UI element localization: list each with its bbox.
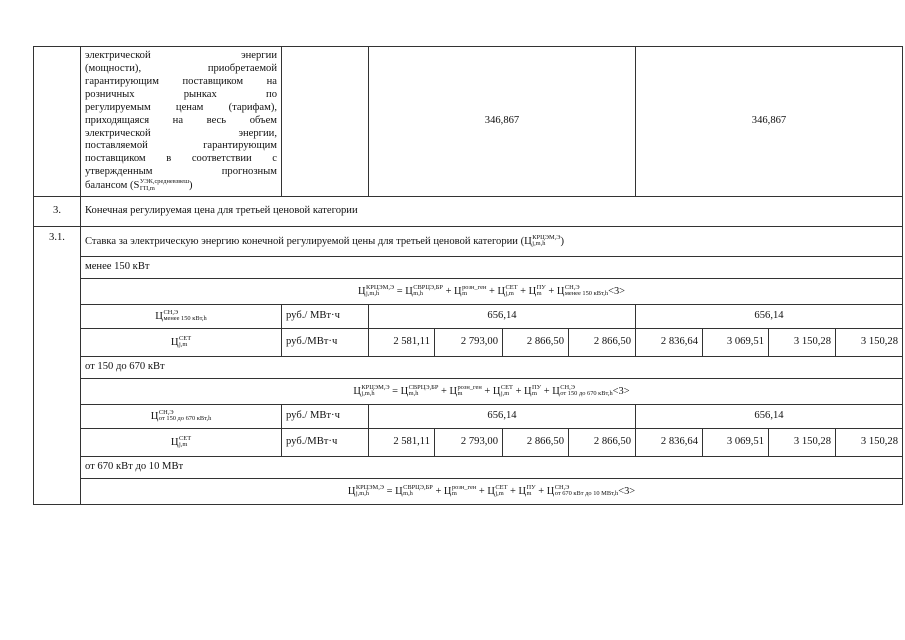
- formula: Ц КРЦЭМ,Э j,m,h = Ц СВРЦЭ,БР m,h + Ц розн_ген m + Ц СЕТ j,m + Ц ПУ m + Ц СН,Э от 150 до 670 кВт,h <3>: [81, 378, 903, 404]
- row-number-cell: [34, 47, 81, 197]
- formula-row: [34, 378, 903, 404]
- set-label: Ц СЕТ j,m: [81, 328, 282, 356]
- row-3-1-text: [81, 226, 903, 256]
- set-value: 3 150,28: [769, 328, 836, 356]
- row-3-text: Конечная регулируемая цена для третьей ценовой категории: [81, 196, 903, 226]
- set-row: [34, 428, 903, 456]
- formula: Ц КРЦЭМ,Э j,m,h = Ц СВРЦЭ,БР m,h + Ц розн_ген m + Ц СЕТ j,m + Ц ПУ m + Ц СН,Э менее 150 кВт,h <3>: [81, 278, 903, 304]
- sn-label: Ц СН,Э от 150 до 670 кВт,h: [81, 404, 282, 428]
- set-value: 2 836,64: [636, 428, 703, 456]
- sn-row: [34, 404, 903, 428]
- tariff-table: [33, 46, 903, 505]
- unit-cell: [282, 47, 369, 197]
- unit: руб./ МВт·ч: [282, 304, 369, 328]
- desc-end: ): [189, 180, 193, 192]
- set-value: 2 866,50: [569, 428, 636, 456]
- row-3: [34, 196, 903, 226]
- unit: руб./МВт·ч: [282, 428, 369, 456]
- sn-value-1: 656,14: [369, 304, 636, 328]
- set-value: 3 150,28: [836, 428, 903, 456]
- set-value: 2 836,64: [636, 328, 703, 356]
- row-3-1-scripts: [532, 235, 560, 248]
- formula: Ц КРЦЭМ,Э j,m,h = Ц СВРЦЭ,БР m,h + Ц розн_ген m + Ц СЕТ j,m + Ц ПУ m + Ц СН,Э от 670 кВт до 10 МВт,h <3>: [81, 478, 903, 504]
- set-label: Ц СЕТ j,m: [81, 428, 282, 456]
- desc-sub: ГП,m: [139, 184, 155, 192]
- unit: руб./МВт·ч: [282, 328, 369, 356]
- row-number: 3.: [34, 196, 81, 226]
- set-value: 2 866,50: [569, 328, 636, 356]
- row-3-1: [34, 226, 903, 256]
- desc-line: розничных рынках по: [85, 88, 277, 100]
- set-value: 3 069,51: [703, 428, 769, 456]
- desc-line: (мощности), приобретаемой: [85, 62, 277, 74]
- row-3-1-end: ): [560, 235, 564, 247]
- row-3-1-label: Ставка за электрическую энергию конечной регулируемой цены для третьей ценовой категории (Ц: [85, 235, 532, 247]
- set-value: 2 793,00: [435, 328, 503, 356]
- set-value: 3 150,28: [836, 328, 903, 356]
- section-title-row: [34, 256, 903, 278]
- desc-sup: УЭК,средневзвеш: [139, 178, 190, 186]
- desc-line: поставщиком в соответствии с: [85, 153, 277, 165]
- desc-line: электрической энергии: [85, 50, 277, 61]
- section-title-row: [34, 356, 903, 378]
- set-value: 2 581,11: [369, 328, 435, 356]
- row-3-1-sub: j,m,h: [532, 240, 546, 247]
- desc-last-text: балансом (S: [85, 180, 140, 192]
- row-number: 3.1.: [34, 226, 81, 504]
- desc-line: электрической энергии,: [85, 127, 277, 139]
- sn-value-1: 656,14: [369, 404, 636, 428]
- sn-value-2: 656,14: [636, 304, 903, 328]
- sn-value-2: 656,14: [636, 404, 903, 428]
- sn-row: [34, 304, 903, 328]
- value-cell-1: 346,867: [369, 47, 636, 197]
- set-value: 3 150,28: [769, 428, 836, 456]
- set-value: 2 866,50: [503, 428, 569, 456]
- desc-line: гарантирующим поставщиком на: [85, 75, 277, 87]
- formula-row: [34, 478, 903, 504]
- set-value: 2 581,11: [369, 428, 435, 456]
- desc-line: регулируемым ценам (тарифам),: [85, 101, 277, 113]
- section-title: менее 150 кВт: [81, 256, 903, 278]
- desc-line: приходящаяся на весь объем: [85, 114, 277, 126]
- formula-row: [34, 278, 903, 304]
- section-title: от 150 до 670 кВт: [81, 356, 903, 378]
- sn-label: Ц СН,Э менее 150 кВт,h: [81, 304, 282, 328]
- set-value: 2 793,00: [435, 428, 503, 456]
- section-title-row: [34, 456, 903, 478]
- set-row: [34, 328, 903, 356]
- desc-symbol-scripts: [140, 179, 189, 192]
- set-value: 3 069,51: [703, 328, 769, 356]
- section-title: от 670 кВт до 10 МВт: [81, 456, 903, 478]
- desc-line-last: [85, 179, 277, 193]
- value-cell-2: 346,867: [636, 47, 903, 197]
- continuation-row: [34, 47, 903, 197]
- desc-line: поставляемой гарантирующим: [85, 140, 277, 152]
- description-cell: [81, 47, 282, 197]
- set-value: 2 866,50: [503, 328, 569, 356]
- row-3-1-sup: КРЦЭМ,Э: [532, 233, 561, 241]
- desc-line: утвержденным прогнозным: [85, 166, 277, 178]
- unit: руб./ МВт·ч: [282, 404, 369, 428]
